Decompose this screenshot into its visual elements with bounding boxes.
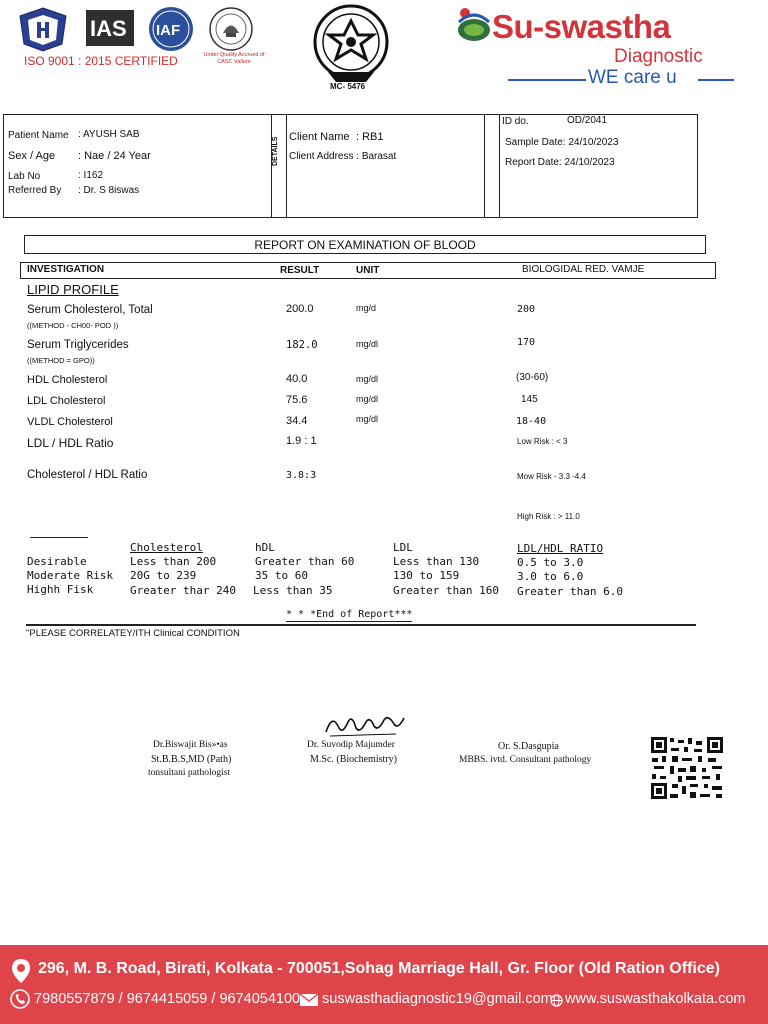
signatory-3-name: Or. S.Dasgupia <box>498 741 559 752</box>
row-ref-ldl-hdl-ratio: Low Risk : < 3 <box>517 437 568 446</box>
tagline-rule-right <box>698 79 734 81</box>
lab-no-value: : I162 <box>78 170 104 181</box>
signature-scribble <box>322 708 408 740</box>
id-label: ID do. <box>502 116 529 127</box>
risk-cell: Greater thar 240 <box>130 584 236 597</box>
box-divider-4 <box>499 114 500 218</box>
risk-cell: 0.5 to 3.0 <box>517 556 584 569</box>
box-divider-2 <box>286 114 287 218</box>
signatory-3-qual: MBBS. ivtd. Consultant pathology <box>459 755 592 765</box>
row-name-ldl-hdl-ratio: LDL / HDL Ratio <box>27 436 114 450</box>
globe-icon <box>550 994 563 1007</box>
row-unit-ldl: mg/dl <box>356 394 379 404</box>
risk-header-hdl: hDL <box>255 541 275 554</box>
end-of-report: * * *End of Report*** <box>286 609 413 620</box>
row-ref-hdl: (30-60) <box>516 372 549 383</box>
risk-label-desirable: Desirable <box>27 555 87 568</box>
report-date: Report Date: 24/10/2023 <box>505 157 615 168</box>
id-value: OD/2041 <box>567 115 608 126</box>
footer-website[interactable]: www.suswasthakolkata.com <box>565 991 746 1007</box>
phone-icon <box>10 989 30 1009</box>
row-unit-hdl: mg/dl <box>356 374 379 384</box>
box-divider-1 <box>271 114 272 218</box>
row-unit-serum-cholesterol: mg/d <box>356 303 377 313</box>
sex-age-value: : Nae / 24 Year <box>78 150 151 162</box>
risk-header-ldl: LDL <box>393 541 413 554</box>
risk-table-rule <box>30 537 88 538</box>
referred-by-value: : Dr. S 8iswas <box>78 185 140 196</box>
ias-label: IAS <box>90 16 127 41</box>
col-unit: UNIT <box>356 265 380 276</box>
risk-label-high: Highh Fisk <box>27 583 94 596</box>
risk-cell: 3.0 to 6.0 <box>517 570 584 583</box>
signatory-1-qual: St.B.B.S,MD (Path) <box>151 754 232 765</box>
brand-tagline: WE care u <box>588 67 677 88</box>
row-result-ldl-hdl-ratio: 1.9 : 1 <box>286 435 317 447</box>
report-title: REPORT ON EXAMINATION OF BLOOD <box>24 235 706 254</box>
row-ref-serum-cholesterol: 200 <box>517 304 536 315</box>
iaf-logo <box>142 6 200 52</box>
row-ref-ldl: 145 <box>521 394 538 405</box>
row-name-ldl: LDL Cholesterol <box>27 395 106 407</box>
row-method-serum-cholesterol: ((METHOD - CH00- POD )) <box>27 321 119 330</box>
iso-certification: ISO 9001 : 2015 CERTIFIED <box>24 54 178 68</box>
client-name-label: Client Name <box>289 131 350 143</box>
row-unit-vldl: mg/dl <box>356 414 379 424</box>
location-pin-icon <box>10 958 32 984</box>
sample-date: Sample Date: 24/10/2023 <box>505 137 619 148</box>
section-title: LIPID PROFILE <box>27 282 119 297</box>
patient-name-label: Patient Name <box>8 130 69 141</box>
risk-cell: Greater than 160 <box>393 584 499 597</box>
ias-logo <box>86 10 134 46</box>
risk-cell: Greater than 6.0 <box>517 585 623 598</box>
lab-no-label: Lab No <box>8 171 41 182</box>
risk-header-cholesterol: Cholesterol <box>130 541 203 554</box>
footer-phones[interactable]: 7980557879 / 9674415059 / 9674054100 <box>34 991 301 1007</box>
high-risk-ref: High Risk : > 11.0 <box>517 512 580 521</box>
col-investigation: INVESTIGATION <box>27 264 105 275</box>
risk-cell: Less than 35 <box>253 584 333 597</box>
row-result-triglycerides: 182.0 <box>286 339 318 351</box>
footer-email[interactable]: suswasthadiagnostic19@gmail.com <box>322 991 553 1007</box>
brand-name: Su-swastha <box>492 8 671 45</box>
col-result: RESULT <box>280 265 320 276</box>
row-ref-vldl: 18-40 <box>516 416 547 427</box>
row-unit-triglycerides: mg/dl <box>356 339 379 349</box>
row-result-vldl: 34.4 <box>286 415 308 427</box>
footer-bar <box>0 945 768 1024</box>
patient-name-value: : AYUSH SAB <box>78 129 140 140</box>
risk-cell: 130 to 159 <box>393 569 460 582</box>
risk-header-ratio: LDL/HDL RATIO <box>517 542 604 555</box>
row-result-hdl: 40.0 <box>286 373 308 385</box>
risk-cell: Less than 200 <box>130 555 217 568</box>
correlate-note: "PLEASE CORRELATEY/ITH Clinical CONDITION <box>26 628 240 639</box>
row-ref-triglycerides: 170 <box>517 337 536 348</box>
risk-cell: 20G to 239 <box>130 569 197 582</box>
col-reference: BIOLOGIDAL RED. VAMJE <box>522 264 645 275</box>
signatory-2-qual: M.Sc. (Biochemistry) <box>310 754 397 765</box>
signatory-1-role: tonsultani pathologist <box>148 768 231 778</box>
risk-cell: 35 to 60 <box>255 569 308 582</box>
government-seal-icon <box>310 4 392 86</box>
signatory-1-name: Dr.Biswajit Bis»•as <box>153 740 228 750</box>
qr-code-icon[interactable] <box>650 736 724 800</box>
details-label: DETAILS <box>272 136 279 166</box>
risk-label-moderate: Moderate Risk <box>27 569 114 582</box>
tagline-rule-left <box>508 79 586 81</box>
row-name-hdl: HDL Cholesterol <box>27 374 108 386</box>
end-of-report-underline <box>286 621 412 622</box>
ihm-logo <box>16 6 70 52</box>
client-name-value: : RB1 <box>356 131 384 143</box>
row-name-chol-hdl-ratio: Cholesterol / HDL Ratio <box>27 469 148 481</box>
casc-emblem <box>206 6 256 52</box>
referred-by-label: Referred By <box>8 185 62 196</box>
row-name-vldl: VLDL Cholesterol <box>27 416 113 428</box>
risk-cell: Greater than 60 <box>255 555 355 568</box>
quality-note: Under Quality Accrued of CASC Vallure <box>203 52 265 66</box>
client-address: Client Address : Barasat <box>289 151 397 162</box>
row-result-serum-cholesterol: 200.0 <box>286 303 314 315</box>
footer-address: 296, M. B. Road, Birati, Kolkata - 700051,Sohag Marriage Hall, Gr. Floor (Old Ration Office) <box>38 960 720 977</box>
report-bottom-rule <box>26 624 696 626</box>
signatory-2-name: Dr. Suvodip Majumder <box>307 740 395 750</box>
svg-text:IAF: IAF <box>156 22 181 39</box>
email-icon <box>299 993 319 1007</box>
box-divider-3 <box>484 114 485 218</box>
row-result-chol-hdl-ratio: 3.8:3 <box>286 470 317 481</box>
mc-number: MC- 5476 <box>330 82 366 91</box>
brand-leaf-icon <box>455 4 493 44</box>
row-ref-chol-hdl-ratio: Mow Risk - 3.3 -4.4 <box>517 472 586 481</box>
row-name-triglycerides: Serum Triglycerides <box>27 339 129 351</box>
row-result-ldl: 75.6 <box>286 394 308 406</box>
brand-subtitle: Diagnostic <box>614 46 703 67</box>
risk-cell: Less than 130 <box>393 555 480 568</box>
sex-age-label: Sex / Age <box>8 150 56 162</box>
row-name-serum-cholesterol: Serum Cholesterol, Total <box>27 304 153 316</box>
row-method-triglycerides: ((METHOD = GPO)) <box>27 356 95 365</box>
